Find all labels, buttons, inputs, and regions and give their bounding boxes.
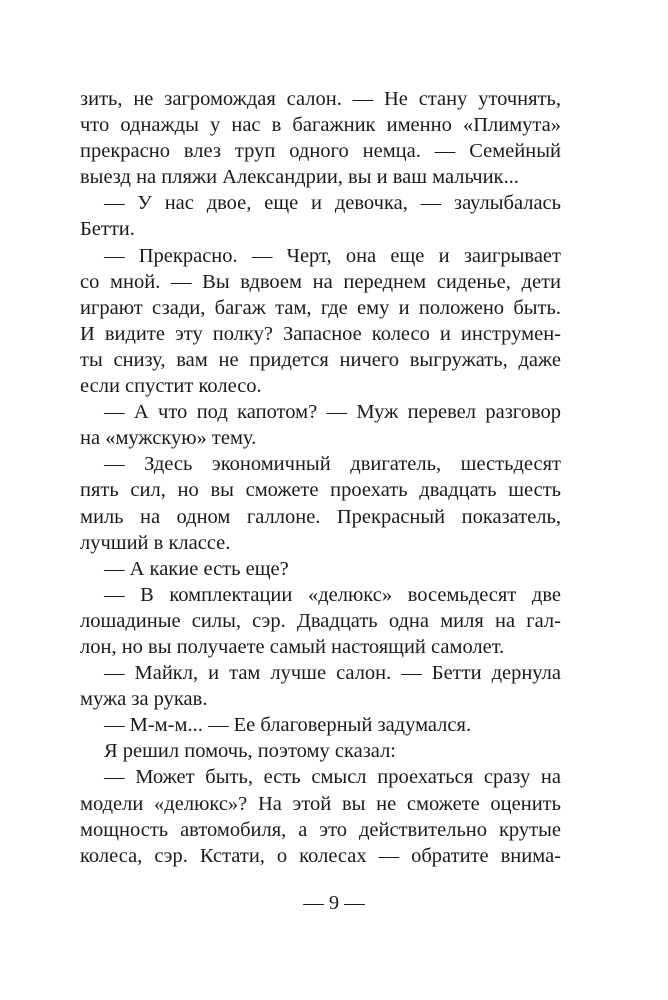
text-line: на «мужскую» тему.	[80, 427, 257, 450]
page-number: — 9 —	[303, 892, 365, 914]
text-line: И видите эту полку? Запасное колесо и инструмен-	[80, 322, 561, 345]
text-line: — М-м-м... — Ее благоверный задумался.	[104, 714, 472, 737]
text-line: прекрасно влез труп одного немца. — Семейный	[80, 140, 561, 163]
text-line: зить, не загромождая салон. — Не стану уточнять,	[80, 88, 561, 110]
text-line: — Может быть, есть смысл проехаться сразу на	[104, 766, 561, 789]
text-line: мощность автомобиля, а это действительно крутые	[80, 818, 561, 841]
body-text	[80, 86, 561, 869]
text-line: — Здесь экономичный двигатель, шестьдесят	[104, 453, 561, 476]
text-line: колеса, сэр. Кстати, о колесах — обратите внима-	[80, 844, 561, 867]
text-line: модели «делюкс»? На этой вы не сможете оценить	[80, 792, 561, 815]
text-line: — А какие есть еще?	[104, 557, 289, 580]
text-line: — У нас двое, еще и девочка, — заулыбалась	[104, 192, 561, 215]
text-line: — А что под капотом? — Муж перевел разговор	[104, 401, 561, 424]
text-line: — Майкл, и там лучше салон. — Бетти дернула	[104, 662, 561, 685]
text-line: что однажды у нас в багажник именно «Плимута»	[80, 114, 561, 137]
text-line: со мной. — Вы вдвоем на переднем сиденье, дети	[80, 270, 561, 293]
text-line: мужа за рукав.	[80, 688, 208, 711]
text-line: пять сил, но вы сможете проехать двадцать шесть	[80, 479, 561, 502]
text-line: играют сзади, багаж там, где ему и положено быть.	[80, 296, 561, 319]
text-line: Бетти.	[80, 218, 135, 241]
text-line: лон, но вы получаете самый настоящий самолет.	[80, 635, 505, 658]
text-line: выезд на пляжи Александрии, вы и ваш мальчик...	[80, 166, 519, 189]
text-line: — Прекрасно. — Черт, она еще и заигрывает	[104, 244, 561, 267]
text-line: ты снизу, вам не придется ничего выгружать, даже	[80, 348, 561, 371]
text-line: если спустит колесо.	[80, 375, 262, 398]
text-line: Я решил помочь, поэтому сказал:	[104, 740, 397, 763]
text-line: миль на одном галлоне. Прекрасный показатель,	[80, 505, 561, 528]
text-line: лошадиные силы, сэр. Двадцать одна миля на гал-	[80, 609, 561, 632]
text-line: — В комплектации «делюкс» восемьдесят две	[104, 583, 561, 606]
text-line: лучший в классе.	[80, 531, 231, 554]
